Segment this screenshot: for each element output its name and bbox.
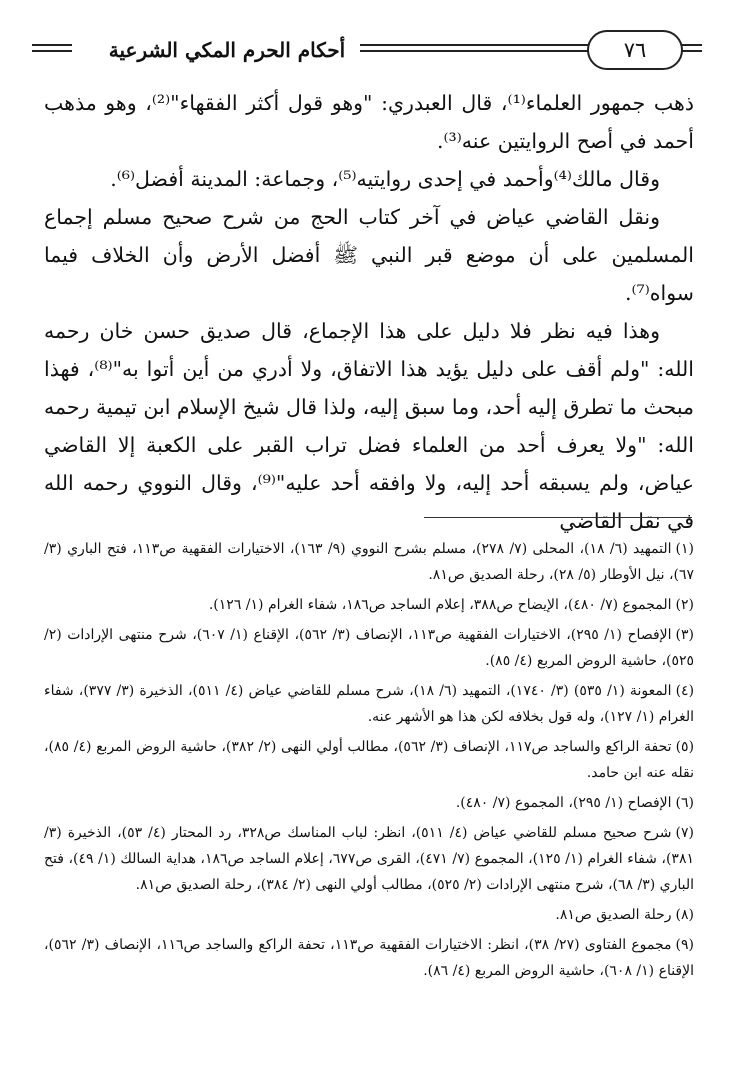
footnote-text: الإفصاح (١/ ٢٩٥)، الاختيارات الفقهية ص١١٣، الإنصاف (٣/ ٥٦٢)، الإقناع (١/ ٦٠٧)، شرح منتهى الإرادات (٢/ ٥٢٥)، حاشية الروض المربع (٤/ ٨٥). bbox=[44, 627, 694, 669]
footnotes bbox=[44, 536, 694, 988]
footnote-number: (٦) bbox=[675, 795, 694, 811]
header-rule-mid-top bbox=[360, 44, 588, 46]
main-text bbox=[44, 84, 694, 540]
footnote-number: (٤) bbox=[675, 683, 695, 699]
footnote-text: رحلة الصديق ص٨١. bbox=[555, 907, 672, 923]
footnote bbox=[44, 536, 694, 588]
footnote bbox=[44, 734, 694, 786]
footnote-number: (٥) bbox=[675, 739, 695, 755]
footnote-number: (٣) bbox=[675, 627, 694, 643]
footnote-number: (٨) bbox=[675, 907, 694, 923]
footnote-number: (٢) bbox=[675, 597, 694, 613]
footnote-text: المجموع (٧/ ٤٨٠)، الإيضاح ص٣٨٨، إعلام الساجد ص١٨٦، شفاء الغرام (١/ ١٢٦). bbox=[208, 597, 672, 613]
footnote-text: تحفة الراكع والساجد ص١١٧، الإنصاف (٣/ ٥٦٢)، مطالب أولي النهى (٢/ ٣٨٢)، حاشية الروض المربع (٤/ ٨٥)، نقله عنه ابن حامد. bbox=[44, 739, 694, 781]
footnote bbox=[44, 790, 694, 816]
footnote-text: مجموع الفتاوى (٢٧/ ٣٨)، انظر: الاختيارات الفقهية ص١١٣، تحفة الراكع والساجد ص١١٦، الإنصاف (٣/ ٥٦٢)، الإقناع (١/ ٦٠٨)، حاشية الروض المربع (٤/ ٨٦). bbox=[44, 937, 694, 979]
footnote-number: (٧) bbox=[675, 825, 694, 841]
paragraph: ونقل القاضي عياض في آخر كتاب الحج من شرح صحيح مسلم إجماع المسلمين على أن موضع قبر النبي ﷺ أفضل الأرض وأن الخلاف فيما سواه⁽⁷⁾. bbox=[44, 205, 694, 305]
header-rule-left-top bbox=[32, 44, 72, 46]
page-number: ٧٦ bbox=[587, 30, 683, 70]
running-title: أحكام الحرم المكي الشرعية bbox=[108, 38, 346, 62]
page-header bbox=[32, 28, 702, 72]
footnote bbox=[44, 902, 694, 928]
footnote bbox=[44, 592, 694, 618]
footnote bbox=[44, 622, 694, 674]
footnote-separator bbox=[424, 517, 692, 518]
footnote bbox=[44, 678, 694, 730]
footnote bbox=[44, 820, 694, 898]
footnote-text: المعونة (١/ ٥٣٥) (٣/ ١٧٤٠)، التمهيد (٦/ ١٨)، شرح مسلم للقاضي عياض (٤/ ٥١١)، الذخيرة (٣/ ٣٧٧)، شفاء الغرام (١/ ١٢٧)، وله قول بخلافه لكن هذا هو الأشهر عنه. bbox=[44, 683, 694, 725]
paragraph: وهذا فيه نظر فلا دليل على هذا الإجماع، قال صديق حسن خان رحمه الله: "ولم أقف على دليل يؤيد هذا الاتفاق، ولا أدري من أين أتوا به"⁽⁸⁾، فهذا مبحث ما تطرق إليه أحد، وما سبق إليه، ولذا قال شيخ الإسلام ابن تيمية رحمه الله: "ولا يعرف أحد من العلماء فضل تراب القبر على الكعبة إلا القاضي عياض، ولم يسبقه أحد إليه، ولا وافقه أحد عليه"⁽⁹⁾، وقال النووي رحمه الله في نقل القاضي bbox=[44, 319, 694, 533]
footnote-text: التمهيد (٦/ ١٨)، المحلى (٧/ ٢٧٨)، مسلم بشرح النووي (٩/ ١٦٣)، الاختيارات الفقهية ص١١٣، فتح الباري (٣/ ٦٧)، نيل الأوطار (٥/ ٢٨)، رحلة الصديق ص٨١. bbox=[44, 541, 694, 583]
footnote bbox=[44, 932, 694, 984]
paragraph: ذهب جمهور العلماء⁽¹⁾، قال العبدري: "وهو قول أكثر الفقهاء"⁽²⁾، وهو مذهب أحمد في أصح الروايتين عنه⁽³⁾. bbox=[44, 91, 694, 153]
footnote-text: شرح صحيح مسلم للقاضي عياض (٤/ ٥١١)، انظر: لباب المناسك ص٣٢٨، رد المحتار (٤/ ٥٣)، الذخيرة (٣/ ٣٨١)، شفاء الغرام (١/ ١٢٥)، المجموع (٧/ ٤٧١)، القرى ص٦٧٧، إعلام الساجد ص١٨٦، هداية السالك (١/ ٤٩)، فتح الباري (٣/ ٦٨)، شرح منتهى الإرادات (٢/ ٥٢٥)، مطالب أولي النهى (٢/ ٣٨٤)، رحلة الصديق ص٨١. bbox=[44, 825, 694, 893]
footnote-number: (١) bbox=[675, 541, 694, 557]
header-rule-left-bottom bbox=[32, 50, 72, 52]
paragraph: وقال مالك⁽⁴⁾وأحمد في إحدى روايتيه⁽⁵⁾، وجماعة: المدينة أفضل⁽⁶⁾. bbox=[110, 167, 660, 191]
footnote-number: (٩) bbox=[675, 937, 695, 953]
footnote-text: الإفصاح (١/ ٢٩٥)، المجموع (٧/ ٤٨٠). bbox=[455, 795, 672, 811]
header-rule-mid-bottom bbox=[360, 50, 588, 52]
